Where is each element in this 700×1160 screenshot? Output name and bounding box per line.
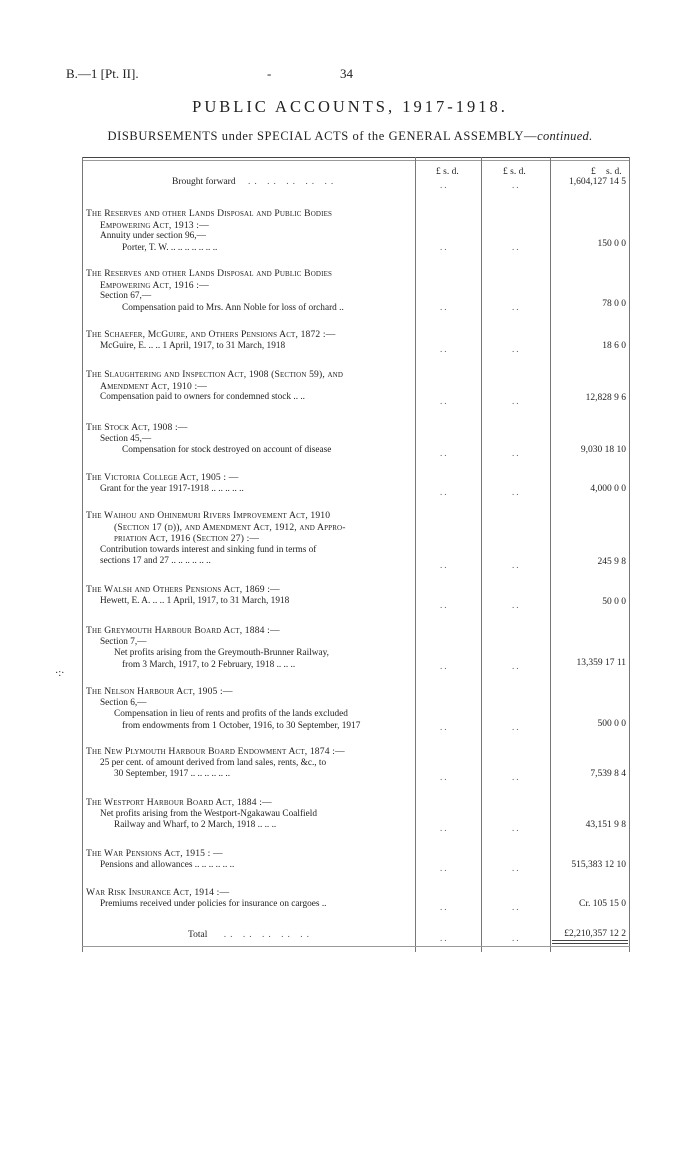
entry-line: Porter, T. W. .. .. .. .. .. .. ..	[122, 242, 218, 253]
col1-dots: ..	[440, 448, 449, 458]
entry-amount: 150 0 0	[597, 239, 626, 249]
act-title-cont: Amendment Act, 1910 :—	[100, 380, 208, 392]
entry-line: from endowments from 1 October, 1916, to 30 September, 1917	[122, 720, 361, 731]
entry-amount: 78 0 0	[602, 299, 626, 309]
brought-forward-col1: ..	[440, 180, 449, 190]
leader-dots: .. .. .. .. ..	[223, 930, 314, 940]
entry-line: Contribution towards interest and sinking fund in terms of	[100, 544, 317, 555]
col1-dots: ..	[440, 560, 449, 570]
col1-dots: ..	[440, 661, 449, 671]
col2-dots: ..	[512, 487, 521, 497]
leader-dots: .. .. .. .. ..	[247, 177, 338, 187]
entry-line: Section 45,—	[100, 433, 152, 444]
act-title: The Stock Act, 1908 :—	[86, 422, 188, 433]
entry-line: Section 7,—	[100, 636, 147, 647]
col2-dots: ..	[512, 302, 521, 312]
entry-amount: 43,151 9 8	[585, 820, 626, 830]
act-title: The Walsh and Others Pensions Act, 1869 :—	[86, 584, 280, 595]
table-left-border	[82, 157, 83, 952]
entry-greymouth-harbour	[86, 625, 408, 671]
col1-dots: ..	[440, 863, 449, 873]
col1-dots: ..	[440, 302, 449, 312]
col1-dots: ..	[440, 344, 449, 354]
act-title: The Waihou and Ohinemuri Rivers Improvement Act, 1910	[86, 510, 331, 521]
brought-forward-row	[172, 177, 337, 187]
entry-schaefer-pensions	[86, 329, 408, 352]
act-title: The War Pensions Act, 1915 : —	[86, 848, 223, 859]
col1-dots: ..	[440, 600, 449, 610]
col2-dots: ..	[512, 600, 521, 610]
col2-dots: ..	[512, 863, 521, 873]
entry-line: Grant for the year 1917-1918 .. .. .. .. ..	[100, 483, 244, 494]
page-title: PUBLIC ACCOUNTS, 1917-1918.	[192, 97, 508, 116]
entry-line: Net profits arising from the Westport-Ngakawau Coalfield	[100, 808, 317, 819]
entry-line: Compensation paid to owners for condemned stock .. ..	[100, 392, 306, 402]
entry-line: sections 17 and 27 .. .. .. .. .. ..	[100, 556, 211, 566]
entry-amount: 7,539 8 4	[590, 769, 626, 779]
entry-line: Railway and Wharf, to 2 March, 1918 .. .. ..	[114, 820, 277, 830]
entry-line: Section 67,—	[100, 291, 152, 301]
entry-nelson-harbour	[86, 686, 408, 732]
col1-dots: ..	[440, 772, 449, 782]
act-title: The Victoria College Act, 1905 : —	[86, 472, 239, 483]
act-title: The Nelson Harbour Act, 1905 :—	[86, 686, 233, 697]
act-title: The Schaefer, McGuire, and Others Pensions Act, 1872 :—	[86, 329, 336, 340]
subtitle-continued: continued.	[537, 129, 593, 143]
col1-dots: ..	[440, 902, 449, 912]
col1-dots: ..	[440, 242, 449, 252]
entry-line: 30 September, 1917 .. .. .. .. .. ..	[114, 769, 231, 779]
entry-line: Section 6,—	[100, 697, 147, 708]
total-label: Total	[188, 930, 208, 940]
act-title: The Greymouth Harbour Board Act, 1884 :—	[86, 625, 280, 636]
total-col1: ..	[440, 933, 449, 943]
act-title: The New Plymouth Harbour Board Endowment Act, 1874 :—	[86, 746, 345, 757]
table-top-rule-inner	[82, 160, 630, 161]
total-double-rule-2	[552, 943, 628, 944]
total-double-rule-1	[552, 940, 628, 941]
entry-line: Pensions and allowances .. .. .. .. .. ..	[100, 859, 235, 870]
column-divider-2	[481, 157, 482, 952]
entry-amount: 50 0 0	[602, 597, 626, 607]
act-title-cont: (Section 17 (d)), and Amendment Act, 1912, and Appro-	[114, 521, 346, 533]
col2-dots: ..	[512, 242, 521, 252]
act-title-cont: Empowering Act, 1913 :—	[100, 219, 209, 231]
act-title: The Reserves and other Lands Disposal and Public Bodies	[86, 268, 333, 279]
col2-dots: ..	[512, 772, 521, 782]
brought-forward-col2: ..	[512, 180, 521, 190]
entry-line: Compensation in lieu of rents and profits of the lands excluded	[114, 709, 348, 719]
entry-reserves-1913	[86, 208, 408, 254]
entry-line: McGuire, E. .. .. 1 April, 1917, to 31 March, 1918	[100, 340, 286, 351]
bottom-rule	[82, 946, 630, 947]
table-top-rule	[82, 157, 630, 158]
entry-westport-harbour	[86, 797, 408, 832]
entry-victoria-college	[86, 472, 408, 495]
entry-slaughtering	[86, 369, 408, 404]
col3-header-sd: s. d.	[606, 167, 622, 177]
entry-line: 25 per cent. of amount derived from land sales, rents, &c., to	[100, 757, 327, 768]
column-divider-3	[550, 157, 551, 952]
act-title: The Westport Harbour Board Act, 1884 :—	[86, 797, 272, 808]
entry-amount: Cr. 105 15 0	[579, 899, 626, 909]
total-col2: ..	[512, 933, 521, 943]
entry-line: Annuity under section 96,—	[100, 231, 206, 241]
col2-dots: ..	[512, 396, 521, 406]
col2-dots: ..	[512, 448, 521, 458]
col3-header-pound: £	[591, 167, 596, 177]
entry-war-risk-insurance	[86, 887, 408, 910]
col2-dots: ..	[512, 902, 521, 912]
entry-line: Premiums received under policies for insurance on cargoes ..	[100, 898, 327, 909]
page-number: 34	[340, 66, 353, 81]
act-title: War Risk Insurance Act, 1914 :—	[86, 887, 230, 898]
brought-forward-amount: 1,604,127 14 5	[569, 177, 626, 187]
entry-line: Hewett, E. A. .. .. 1 April, 1917, to 31 March, 1918	[100, 595, 290, 606]
col1-dots: ..	[440, 823, 449, 833]
entry-war-pensions	[86, 848, 408, 871]
entry-line: Compensation paid to Mrs. Ann Noble for loss of orchard ..	[122, 302, 344, 313]
entry-amount: 12,828 9 6	[585, 393, 626, 403]
entry-stock-act	[86, 422, 408, 457]
entry-amount: 515,383 12 10	[571, 860, 626, 870]
entry-amount: 13,359 17 11	[576, 658, 626, 668]
total-row	[188, 930, 313, 940]
entry-walsh-pensions	[86, 584, 408, 607]
column-divider-1	[415, 157, 416, 952]
entry-amount: 245 9 8	[597, 557, 626, 567]
col1-dots: ..	[440, 722, 449, 732]
margin-mark: ·:·	[55, 668, 65, 679]
total-amount: £2,210,357 12 2	[564, 929, 626, 939]
col2-header: £ s. d.	[503, 167, 526, 177]
col2-dots: ..	[512, 344, 521, 354]
entry-line: Net profits arising from the Greymouth-Brunner Railway,	[114, 648, 329, 658]
act-title: The Reserves and other Lands Disposal and Public Bodies	[86, 208, 333, 219]
entry-line: Compensation for stock destroyed on account of disease	[122, 445, 332, 455]
col1-dots: ..	[440, 396, 449, 406]
act-title: The Slaughtering and Inspection Act, 1908 (Section 59), and	[86, 369, 344, 380]
col2-dots: ..	[512, 661, 521, 671]
entry-reserves-1916	[86, 268, 408, 314]
entry-waihou-rivers	[86, 510, 408, 568]
col1-header: £ s. d.	[436, 167, 459, 177]
entry-amount: 18 6 0	[602, 341, 626, 351]
col1-dots: ..	[440, 487, 449, 497]
table-right-border	[629, 157, 630, 952]
entry-new-plymouth-harbour	[86, 746, 408, 781]
header-dash: -	[267, 66, 272, 81]
entry-amount: 500 0 0	[597, 719, 626, 729]
page-subtitle	[0, 129, 700, 144]
col2-dots: ..	[512, 560, 521, 570]
entry-amount: 9,030 18 10	[580, 445, 626, 455]
subtitle-main: DISBURSEMENTS under SPECIAL ACTS of the GENERAL ASSEMBLY—	[107, 129, 538, 143]
document-reference: B.—1 [Pt. II].	[66, 66, 139, 81]
col2-dots: ..	[512, 823, 521, 833]
brought-forward-label: Brought forward	[172, 177, 236, 187]
entry-line: from 3 March, 1917, to 2 February, 1918 .. .. ..	[122, 659, 296, 670]
col2-dots: ..	[512, 722, 521, 732]
entry-amount: 4,000 0 0	[590, 484, 626, 494]
act-title-cont: priation Act, 1916 (Section 27) :—	[114, 533, 260, 544]
act-title-cont: Empowering Act, 1916 :—	[100, 279, 209, 291]
